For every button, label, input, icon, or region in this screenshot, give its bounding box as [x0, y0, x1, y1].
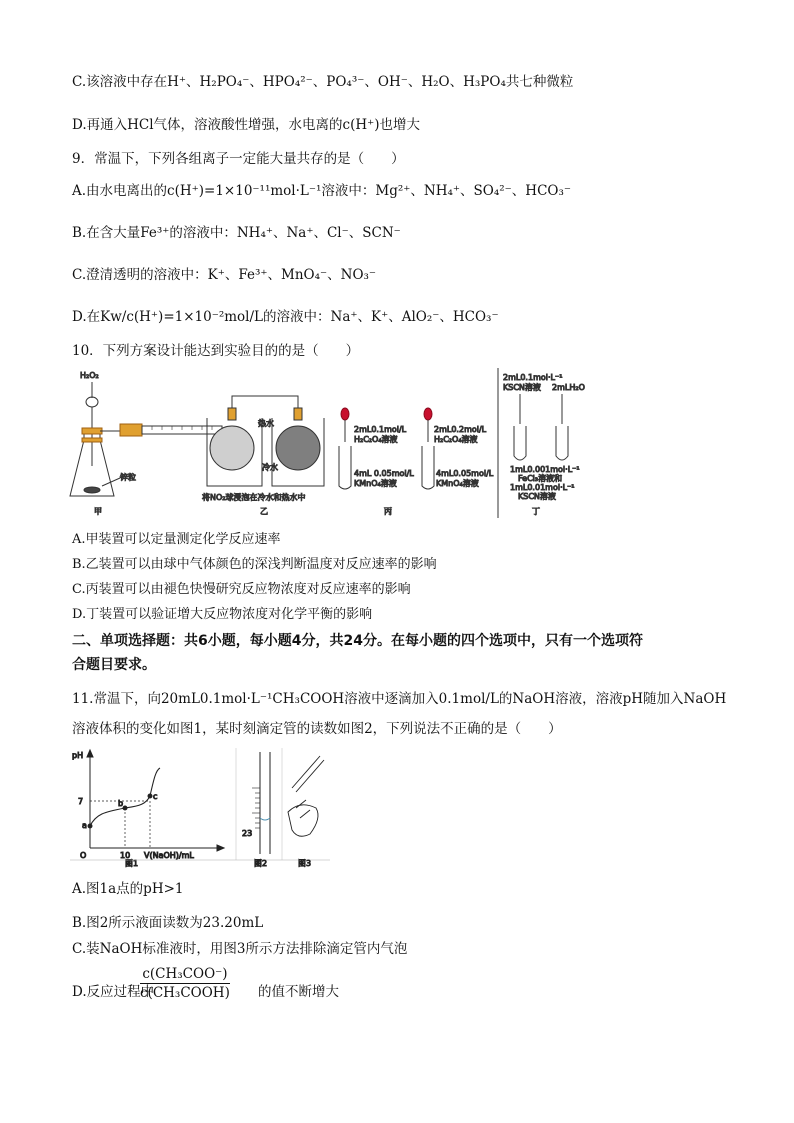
- q11-option-c: C.装NaOH标准液时，用图3所示方法排除滴定管内气泡: [72, 941, 408, 957]
- bing-right-bottom-2: KMnO₄溶液: [436, 479, 479, 488]
- fraction-numerator: c(CH₃COO⁻): [140, 966, 230, 984]
- ding-caption: 丁: [532, 507, 540, 516]
- bing-left-top-2: H₂C₂O₄溶液: [354, 435, 398, 444]
- fig2-caption: 图2: [254, 859, 268, 868]
- ding-bottom-2: FeCl₃溶液和: [518, 474, 563, 483]
- yi-hot-label: 热水: [258, 419, 274, 428]
- section2-heading-line2: 合题目要求。: [72, 657, 156, 673]
- bing-right-top-2: H₂C₂O₄溶液: [434, 435, 478, 444]
- burette-reading: [242, 752, 270, 868]
- x-tick-10: 10: [120, 851, 131, 860]
- q11-stem-line1: 11.常温下，向20mL0.1mol·L⁻¹CH₃COOH溶液中逐滴加入0.1mol/L的NaOH溶液，溶液pH随加入NaOH: [72, 691, 727, 707]
- x-axis-label: V(NaOH)/mL: [144, 851, 194, 860]
- q11-option-b: B.图2所示液面读数为23.20mL: [72, 915, 264, 931]
- apparatus-bing: [339, 408, 494, 516]
- q11-titration-figure: [70, 748, 330, 866]
- burette-tick-23: 23: [242, 829, 253, 838]
- ding-bottom-3: 1mL0.01mol·L⁻¹: [510, 483, 575, 492]
- apparatus-ding: [498, 368, 585, 518]
- yi-caption: 乙: [260, 507, 268, 516]
- q11-option-a: A.图1a点的pH>1: [72, 881, 184, 897]
- yi-note: 将NO₂球浸泡在冷水和热水中: [202, 493, 306, 502]
- bing-caption: 丙: [384, 507, 392, 516]
- bing-right-top-1: 2mL0.2mol/L: [434, 425, 487, 434]
- q9-stem: 9．常温下，下列各组离子一定能大量共存的是（ ）: [72, 151, 405, 167]
- point-c-label: c: [153, 792, 158, 801]
- origin-label: O: [80, 851, 87, 860]
- fraction-denominator: c(CH₃COOH): [140, 985, 230, 1001]
- ding-bottom-1: 1mL0.001mol·L⁻¹: [510, 465, 580, 474]
- bing-right-bottom-1: 4mL0.05mol/L: [436, 469, 494, 478]
- q11-option-d-fraction: [140, 966, 230, 1001]
- q10-option-b: B.乙装置可以由球中气体颜色的深浅判断温度对反应速率的影响: [72, 557, 437, 572]
- yi-cold-label: 冷水: [262, 463, 278, 472]
- ding-right-top: 2mLH₂O: [552, 383, 585, 392]
- section2-heading-line1: 二、单项选择题：共6小题，每小题4分，共24分。在每小题的四个选项中，只有一个选项符: [72, 633, 643, 649]
- jia-reagent-label: H₂O₂: [80, 371, 99, 380]
- bing-left-bottom-1: 4mL 0.05mol/L: [354, 469, 414, 478]
- jia-caption: 甲: [94, 507, 102, 516]
- bubble-removal-illustration: [288, 756, 324, 868]
- q10-option-d: D.丁装置可以验证增大反应物浓度对化学平衡的影响: [72, 607, 373, 622]
- q8-option-d: D.再通入HCl气体，溶液酸性增强，水电离的c(H⁺)也增大: [72, 117, 421, 133]
- q11-option-d-suffix: 的值不断增大: [258, 984, 339, 1000]
- q11-option-d-prefix: D.反应过程中: [72, 984, 155, 1000]
- q9-option-b: B.在含大量Fe³⁺的溶液中：NH₄⁺、Na⁺、Cl⁻、SCN⁻: [72, 225, 401, 241]
- q8-option-c: C.该溶液中存在H⁺、H₂PO₄⁻、HPO₄²⁻、PO₄³⁻、OH⁻、H₂O、H₃PO₄共七种微粒: [72, 74, 574, 90]
- q10-apparatus-figure: [62, 368, 585, 520]
- y-axis-label: pH: [72, 751, 84, 760]
- q9-option-a: A.由水电离出的c(H⁺)=1×10⁻¹¹mol·L⁻¹溶液中：Mg²⁺、NH₄⁺、SO₄²⁻、HCO₃⁻: [72, 183, 572, 199]
- q11-stem-line2: 溶液体积的变化如图1，某时刻滴定管的读数如图2，下列说法不正确的是（ ）: [72, 721, 562, 737]
- ding-bottom-4: KSCN溶液: [518, 492, 556, 501]
- ding-left-top-2: KSCN溶液: [503, 383, 541, 392]
- q10-option-c: C.丙装置可以由褪色快慢研究反应物浓度对反应速率的影响: [72, 582, 411, 597]
- point-a-label: a: [82, 821, 87, 830]
- fig1-caption: 图1: [125, 859, 139, 868]
- bing-left-top-1: 2mL0.1mol/L: [354, 425, 407, 434]
- q10-stem: 10．下列方案设计能达到实验目的的是（ ）: [72, 343, 360, 359]
- point-b-label: b: [118, 799, 124, 808]
- titration-curve-plot: [72, 750, 224, 868]
- bing-left-bottom-2: KMnO₄溶液: [354, 479, 397, 488]
- jia-granule-label: 锌粒: [120, 473, 136, 482]
- y-tick-7: 7: [78, 797, 84, 806]
- q9-option-c: C.澄清透明的溶液中：K⁺、Fe³⁺、MnO₄⁻、NO₃⁻: [72, 267, 377, 283]
- q10-option-a: A.甲装置可以定量测定化学反应速率: [72, 532, 281, 547]
- q9-option-d: D.在Kw/c(H⁺)=1×10⁻²mol/L的溶液中：Na⁺、K⁺、AlO₂⁻、HCO₃⁻: [72, 309, 499, 325]
- apparatus-yi: [202, 396, 324, 516]
- ding-left-top-1: 2mL0.1mol·L⁻¹: [503, 373, 563, 382]
- fig3-caption: 图3: [298, 859, 312, 868]
